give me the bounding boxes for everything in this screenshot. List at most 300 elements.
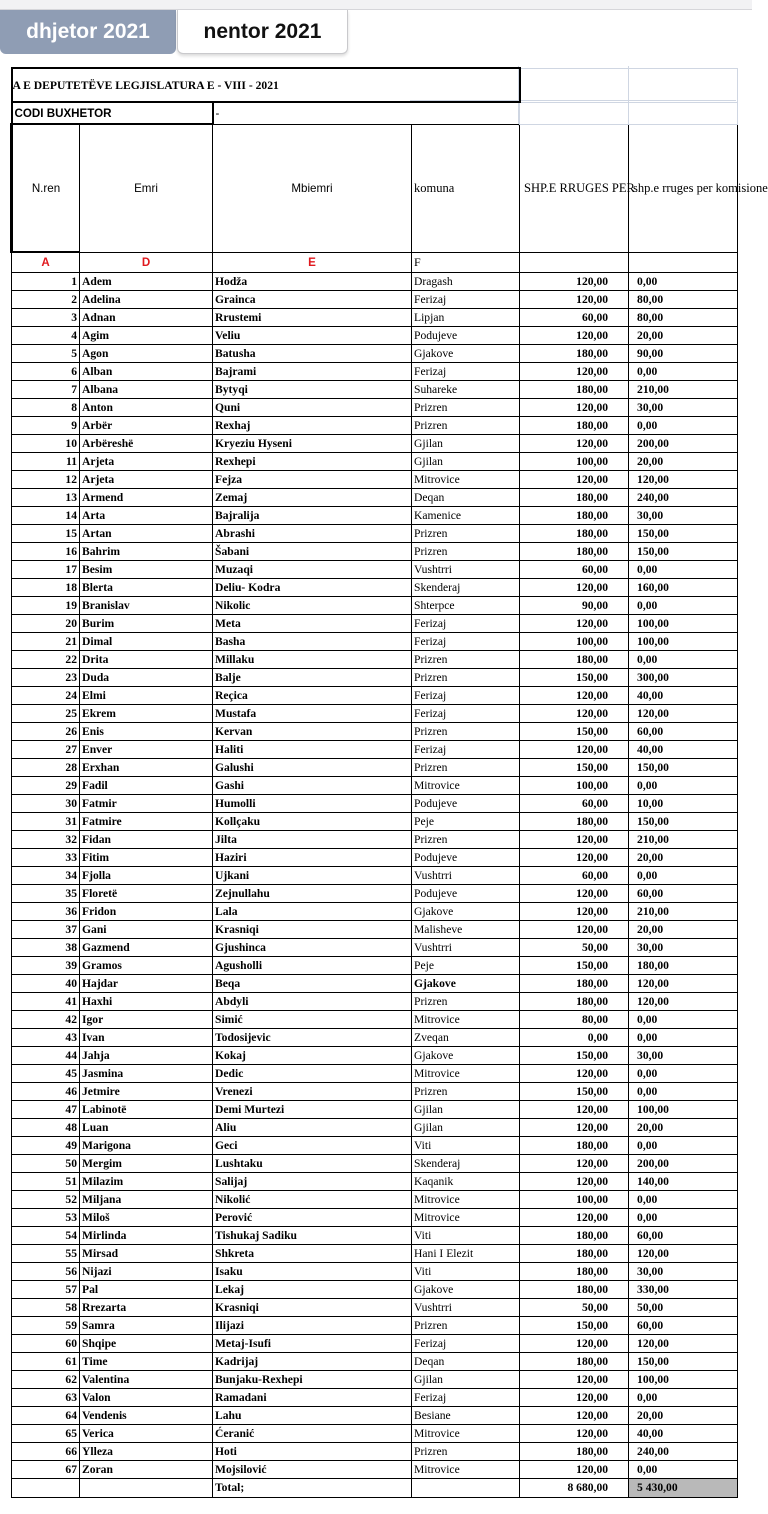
cell-mbiemri[interactable]: Rexhaj xyxy=(213,416,412,434)
cell-shp-rruges[interactable]: 120,00 xyxy=(520,614,629,632)
cell-nr[interactable]: 27 xyxy=(12,740,80,758)
cell-shp-komisione[interactable]: 0,00 xyxy=(629,1190,738,1208)
cell-nr[interactable]: 52 xyxy=(12,1190,80,1208)
cell-shp-rruges[interactable]: 180,00 xyxy=(520,1352,629,1370)
cell-shp-komisione[interactable]: 0,00 xyxy=(629,650,738,668)
cell-emri[interactable]: Artan xyxy=(80,524,213,542)
cell-shp-komisione[interactable]: 40,00 xyxy=(629,686,738,704)
cell-shp-rruges[interactable]: 150,00 xyxy=(520,722,629,740)
cell-komuna[interactable]: Besiane xyxy=(412,1406,520,1424)
cell-shp-rruges[interactable]: 180,00 xyxy=(520,1442,629,1460)
cell-shp-komisione[interactable]: 120,00 xyxy=(629,1244,738,1262)
cell-emri[interactable]: Mergim xyxy=(80,1154,213,1172)
cell-nr[interactable]: 23 xyxy=(12,668,80,686)
cell-nr[interactable]: 6 xyxy=(12,362,80,380)
cell-komuna[interactable]: Prizren xyxy=(412,416,520,434)
cell-komuna[interactable]: Gjakove xyxy=(412,344,520,362)
cell-mbiemri[interactable]: Bunjaku-Rexhepi xyxy=(213,1370,412,1388)
cell-shp-rruges[interactable]: 120,00 xyxy=(520,1208,629,1226)
cell-shp-rruges[interactable]: 150,00 xyxy=(520,758,629,776)
cell-emri[interactable]: Enis xyxy=(80,722,213,740)
cell-nr[interactable]: 24 xyxy=(12,686,80,704)
cell-mbiemri[interactable]: Deliu- Kodra xyxy=(213,578,412,596)
cell-komuna[interactable]: Podujeve xyxy=(412,326,520,344)
cell-emri[interactable]: Valentina xyxy=(80,1370,213,1388)
cell-komuna[interactable]: Viti xyxy=(412,1136,520,1154)
cell-emri[interactable]: Fjolla xyxy=(80,866,213,884)
code-label[interactable]: CODI BUXHETOR xyxy=(12,102,213,124)
cell-nr[interactable]: 17 xyxy=(12,560,80,578)
cell-nr[interactable]: 10 xyxy=(12,434,80,452)
cell-nr[interactable]: 4 xyxy=(12,326,80,344)
cell-emri[interactable]: Besim xyxy=(80,560,213,578)
cell-nr[interactable]: 56 xyxy=(12,1262,80,1280)
cell-emri[interactable]: Zoran xyxy=(80,1460,213,1478)
cell-nr[interactable]: 18 xyxy=(12,578,80,596)
cell-shp-rruges[interactable]: 180,00 xyxy=(520,650,629,668)
cell-nr[interactable]: 45 xyxy=(12,1064,80,1082)
cell-komuna[interactable]: Podujeve xyxy=(412,794,520,812)
cell-komuna[interactable]: Gjilan xyxy=(412,1100,520,1118)
cell-emri[interactable]: Dimal xyxy=(80,632,213,650)
cell-mbiemri[interactable]: Agusholli xyxy=(213,956,412,974)
cell-emri[interactable]: Samra xyxy=(80,1316,213,1334)
cell-shp-rruges[interactable]: 150,00 xyxy=(520,1082,629,1100)
cell-mbiemri[interactable]: Lahu xyxy=(213,1406,412,1424)
cell-nr[interactable]: 64 xyxy=(12,1406,80,1424)
cell-shp-komisione[interactable]: 100,00 xyxy=(629,1100,738,1118)
cell-komuna[interactable]: Ferizaj xyxy=(412,704,520,722)
cell-komuna[interactable]: Zveqan xyxy=(412,1028,520,1046)
letter-e[interactable]: E xyxy=(213,252,412,272)
cell-shp-komisione[interactable]: 10,00 xyxy=(629,794,738,812)
cell-mbiemri[interactable]: Basha xyxy=(213,632,412,650)
total-shp-komisione[interactable]: 5 430,00 xyxy=(629,1478,738,1497)
tab-dhjetor-2021[interactable]: dhjetor 2021 xyxy=(0,10,176,54)
cell-shp-komisione[interactable]: 140,00 xyxy=(629,1172,738,1190)
cell-emri[interactable]: Agim xyxy=(80,326,213,344)
cell-komuna[interactable]: Viti xyxy=(412,1226,520,1244)
cell-emri[interactable]: Miloš xyxy=(80,1208,213,1226)
cell-nr[interactable]: 67 xyxy=(12,1460,80,1478)
cell-mbiemri[interactable]: Simić xyxy=(213,1010,412,1028)
cell-komuna[interactable]: Vushtrri xyxy=(412,866,520,884)
cell-shp-rruges[interactable]: 100,00 xyxy=(520,632,629,650)
cell-shp-komisione[interactable]: 100,00 xyxy=(629,614,738,632)
cell-shp-komisione[interactable]: 0,00 xyxy=(629,866,738,884)
cell-shp-rruges[interactable]: 180,00 xyxy=(520,344,629,362)
cell-mbiemri[interactable]: Mustafa xyxy=(213,704,412,722)
cell-mbiemri[interactable]: Meta xyxy=(213,614,412,632)
cell-shp-rruges[interactable]: 180,00 xyxy=(520,1244,629,1262)
cell-komuna[interactable]: Podujeve xyxy=(412,848,520,866)
cell-emri[interactable]: Gramos xyxy=(80,956,213,974)
cell-nr[interactable]: 13 xyxy=(12,488,80,506)
cell-mbiemri[interactable]: Salijaj xyxy=(213,1172,412,1190)
cell-shp-rruges[interactable]: 180,00 xyxy=(520,992,629,1010)
cell-mbiemri[interactable]: Gjushinca xyxy=(213,938,412,956)
cell-mbiemri[interactable]: Rexhepi xyxy=(213,452,412,470)
cell-nr[interactable]: 43 xyxy=(12,1028,80,1046)
cell-shp-komisione[interactable]: 120,00 xyxy=(629,704,738,722)
cell-nr[interactable]: 58 xyxy=(12,1298,80,1316)
cell-komuna[interactable]: Hani I Elezit xyxy=(412,1244,520,1262)
cell-shp-komisione[interactable]: 150,00 xyxy=(629,1352,738,1370)
total-label[interactable]: Total; xyxy=(213,1478,412,1497)
empty-cell[interactable] xyxy=(629,68,738,102)
cell-komuna[interactable]: Mitrovice xyxy=(412,1010,520,1028)
cell-nr[interactable]: 49 xyxy=(12,1136,80,1154)
cell-komuna[interactable]: Prizren xyxy=(412,542,520,560)
cell-komuna[interactable]: Podujeve xyxy=(412,884,520,902)
cell-shp-komisione[interactable]: 30,00 xyxy=(629,1262,738,1280)
cell-mbiemri[interactable]: Kokaj xyxy=(213,1046,412,1064)
cell-shp-rruges[interactable]: 60,00 xyxy=(520,794,629,812)
cell-emri[interactable]: Miljana xyxy=(80,1190,213,1208)
cell-komuna[interactable]: Mitrovice xyxy=(412,776,520,794)
cell-nr[interactable]: 12 xyxy=(12,470,80,488)
cell-nr[interactable]: 32 xyxy=(12,830,80,848)
cell-komuna[interactable]: Skenderaj xyxy=(412,1154,520,1172)
cell-mbiemri[interactable]: Krasniqi xyxy=(213,1298,412,1316)
cell-mbiemri[interactable]: Tishukaj Sadiku xyxy=(213,1226,412,1244)
cell-komuna[interactable]: Prizren xyxy=(412,1082,520,1100)
cell-shp-komisione[interactable]: 210,00 xyxy=(629,902,738,920)
cell-komuna[interactable]: Prizren xyxy=(412,722,520,740)
header-shp-rruges[interactable]: SHP.E RRUGES PER xyxy=(520,124,629,252)
cell-nr[interactable]: 28 xyxy=(12,758,80,776)
cell-emri[interactable]: Jetmire xyxy=(80,1082,213,1100)
cell-emri[interactable]: Fitim xyxy=(80,848,213,866)
cell-mbiemri[interactable]: Nikolić xyxy=(213,1190,412,1208)
cell-shp-komisione[interactable]: 0,00 xyxy=(629,1208,738,1226)
cell-emri[interactable]: Verica xyxy=(80,1424,213,1442)
cell-komuna[interactable]: Ferizaj xyxy=(412,1334,520,1352)
cell-mbiemri[interactable]: Ćeranić xyxy=(213,1424,412,1442)
cell-shp-komisione[interactable]: 150,00 xyxy=(629,812,738,830)
cell-shp-komisione[interactable]: 180,00 xyxy=(629,956,738,974)
cell-shp-rruges[interactable]: 180,00 xyxy=(520,1280,629,1298)
cell-komuna[interactable]: Kaqanik xyxy=(412,1172,520,1190)
cell-shp-rruges[interactable]: 120,00 xyxy=(520,578,629,596)
cell-shp-rruges[interactable]: 120,00 xyxy=(520,272,629,290)
cell-mbiemri[interactable]: Krasniqi xyxy=(213,920,412,938)
cell-nr[interactable]: 30 xyxy=(12,794,80,812)
cell-komuna[interactable]: Deqan xyxy=(412,1352,520,1370)
cell-emri[interactable]: Ekrem xyxy=(80,704,213,722)
cell-emri[interactable]: Mirlinda xyxy=(80,1226,213,1244)
cell-mbiemri[interactable]: Kadrijaj xyxy=(213,1352,412,1370)
cell-nr[interactable]: 15 xyxy=(12,524,80,542)
cell-emri[interactable]: Armend xyxy=(80,488,213,506)
cell-shp-rruges[interactable]: 60,00 xyxy=(520,560,629,578)
cell-shp-komisione[interactable]: 60,00 xyxy=(629,722,738,740)
cell-nr[interactable]: 19 xyxy=(12,596,80,614)
empty-cell[interactable] xyxy=(412,102,520,124)
cell-shp-komisione[interactable]: 330,00 xyxy=(629,1280,738,1298)
cell-shp-komisione[interactable]: 0,00 xyxy=(629,1010,738,1028)
cell-emri[interactable]: Fatmir xyxy=(80,794,213,812)
cell-shp-komisione[interactable]: 60,00 xyxy=(629,884,738,902)
cell-shp-komisione[interactable]: 210,00 xyxy=(629,830,738,848)
cell-mbiemri[interactable]: Muzaqi xyxy=(213,560,412,578)
cell-emri[interactable]: Nijazi xyxy=(80,1262,213,1280)
cell-komuna[interactable]: Shterpce xyxy=(412,596,520,614)
cell-nr[interactable]: 9 xyxy=(12,416,80,434)
cell-mbiemri[interactable]: Nikolic xyxy=(213,596,412,614)
cell-shp-rruges[interactable]: 180,00 xyxy=(520,380,629,398)
cell-shp-komisione[interactable]: 120,00 xyxy=(629,470,738,488)
cell-nr[interactable]: 57 xyxy=(12,1280,80,1298)
cell-emri[interactable]: Marigona xyxy=(80,1136,213,1154)
cell-shp-rruges[interactable]: 100,00 xyxy=(520,1190,629,1208)
cell-shp-rruges[interactable]: 180,00 xyxy=(520,1226,629,1244)
cell-shp-rruges[interactable]: 180,00 xyxy=(520,1262,629,1280)
cell-mbiemri[interactable]: Lushtaku xyxy=(213,1154,412,1172)
cell-nr[interactable]: 22 xyxy=(12,650,80,668)
cell-mbiemri[interactable]: Shkreta xyxy=(213,1244,412,1262)
cell-emri[interactable]: Haxhi xyxy=(80,992,213,1010)
cell-emri[interactable]: Milazim xyxy=(80,1172,213,1190)
cell-shp-rruges[interactable]: 120,00 xyxy=(520,434,629,452)
cell-shp-komisione[interactable]: 20,00 xyxy=(629,920,738,938)
cell-shp-komisione[interactable]: 0,00 xyxy=(629,776,738,794)
cell-shp-rruges[interactable]: 180,00 xyxy=(520,488,629,506)
cell-mbiemri[interactable]: Hodža xyxy=(213,272,412,290)
letter-a[interactable]: A xyxy=(12,252,80,272)
empty-cell[interactable] xyxy=(520,252,629,272)
cell-komuna[interactable]: Vushtrri xyxy=(412,1298,520,1316)
cell-nr[interactable]: 38 xyxy=(12,938,80,956)
cell-shp-komisione[interactable]: 60,00 xyxy=(629,1226,738,1244)
cell-emri[interactable]: Gazmend xyxy=(80,938,213,956)
cell-shp-rruges[interactable]: 100,00 xyxy=(520,452,629,470)
cell-nr[interactable]: 61 xyxy=(12,1352,80,1370)
cell-nr[interactable]: 2 xyxy=(12,290,80,308)
cell-mbiemri[interactable]: Reçica xyxy=(213,686,412,704)
cell-shp-komisione[interactable]: 80,00 xyxy=(629,290,738,308)
cell-emri[interactable]: Fridon xyxy=(80,902,213,920)
cell-shp-rruges[interactable]: 180,00 xyxy=(520,542,629,560)
cell-shp-rruges[interactable]: 120,00 xyxy=(520,290,629,308)
cell-shp-rruges[interactable]: 60,00 xyxy=(520,308,629,326)
cell-shp-komisione[interactable]: 0,00 xyxy=(629,560,738,578)
cell-mbiemri[interactable]: Lala xyxy=(213,902,412,920)
cell-emri[interactable]: Burim xyxy=(80,614,213,632)
cell-shp-rruges[interactable]: 120,00 xyxy=(520,398,629,416)
cell-komuna[interactable]: Mitrovice xyxy=(412,1064,520,1082)
cell-shp-komisione[interactable]: 0,00 xyxy=(629,1082,738,1100)
cell-nr[interactable]: 29 xyxy=(12,776,80,794)
cell-nr[interactable]: 25 xyxy=(12,704,80,722)
cell-komuna[interactable]: Gjilan xyxy=(412,1118,520,1136)
cell-shp-komisione[interactable]: 30,00 xyxy=(629,506,738,524)
cell-emri[interactable]: Enver xyxy=(80,740,213,758)
cell-shp-komisione[interactable]: 120,00 xyxy=(629,992,738,1010)
cell-shp-komisione[interactable]: 120,00 xyxy=(629,974,738,992)
cell-mbiemri[interactable]: Geci xyxy=(213,1136,412,1154)
cell-shp-komisione[interactable]: 90,00 xyxy=(629,344,738,362)
cell-mbiemri[interactable]: Bajrami xyxy=(213,362,412,380)
cell-mbiemri[interactable]: Batusha xyxy=(213,344,412,362)
cell-nr[interactable]: 47 xyxy=(12,1100,80,1118)
cell-shp-rruges[interactable]: 120,00 xyxy=(520,1172,629,1190)
cell-nr[interactable]: 33 xyxy=(12,848,80,866)
cell-mbiemri[interactable]: Haliti xyxy=(213,740,412,758)
cell-shp-komisione[interactable]: 30,00 xyxy=(629,938,738,956)
cell-emri[interactable]: Time xyxy=(80,1352,213,1370)
cell-nr[interactable]: 46 xyxy=(12,1082,80,1100)
cell-komuna[interactable]: Gjakove xyxy=(412,974,520,992)
cell-komuna[interactable]: Lipjan xyxy=(412,308,520,326)
empty-cell[interactable] xyxy=(520,102,629,124)
cell-shp-rruges[interactable]: 180,00 xyxy=(520,506,629,524)
cell-nr[interactable]: 11 xyxy=(12,452,80,470)
cell-emri[interactable]: Labinotë xyxy=(80,1100,213,1118)
cell-emri[interactable]: Mirsad xyxy=(80,1244,213,1262)
cell-mbiemri[interactable]: Gashi xyxy=(213,776,412,794)
cell-shp-komisione[interactable]: 0,00 xyxy=(629,272,738,290)
cell-nr[interactable]: 36 xyxy=(12,902,80,920)
cell-mbiemri[interactable]: Kervan xyxy=(213,722,412,740)
cell-nr[interactable]: 44 xyxy=(12,1046,80,1064)
cell-mbiemri[interactable]: Todosijevic xyxy=(213,1028,412,1046)
cell-mbiemri[interactable]: Demi Murtezi xyxy=(213,1100,412,1118)
cell-nr[interactable]: 51 xyxy=(12,1172,80,1190)
cell-emri[interactable]: Arjeta xyxy=(80,470,213,488)
cell-emri[interactable]: Floretë xyxy=(80,884,213,902)
cell-nr[interactable]: 40 xyxy=(12,974,80,992)
cell-emri[interactable]: Adem xyxy=(80,272,213,290)
cell-emri[interactable]: Rrezarta xyxy=(80,1298,213,1316)
cell-shp-rruges[interactable]: 50,00 xyxy=(520,1298,629,1316)
cell-mbiemri[interactable]: Quni xyxy=(213,398,412,416)
cell-mbiemri[interactable]: Haziri xyxy=(213,848,412,866)
cell-nr[interactable]: 48 xyxy=(12,1118,80,1136)
cell-emri[interactable]: Fadil xyxy=(80,776,213,794)
cell-mbiemri[interactable]: Ilijazi xyxy=(213,1316,412,1334)
cell-nr[interactable]: 60 xyxy=(12,1334,80,1352)
cell-emri[interactable]: Agon xyxy=(80,344,213,362)
cell-komuna[interactable]: Prizren xyxy=(412,758,520,776)
cell-komuna[interactable]: Vushtrri xyxy=(412,938,520,956)
cell-shp-rruges[interactable]: 120,00 xyxy=(520,470,629,488)
cell-nr[interactable]: 8 xyxy=(12,398,80,416)
cell-shp-komisione[interactable]: 120,00 xyxy=(629,1334,738,1352)
cell-shp-komisione[interactable]: 0,00 xyxy=(629,1388,738,1406)
cell-komuna[interactable]: Mitrovice xyxy=(412,470,520,488)
cell-shp-komisione[interactable]: 40,00 xyxy=(629,740,738,758)
cell-mbiemri[interactable]: Beqa xyxy=(213,974,412,992)
cell-emri[interactable]: Elmi xyxy=(80,686,213,704)
cell-mbiemri[interactable]: Zejnullahu xyxy=(213,884,412,902)
cell-komuna[interactable]: Ferizaj xyxy=(412,1388,520,1406)
cell-komuna[interactable]: Mitrovice xyxy=(412,1208,520,1226)
cell-nr[interactable]: 20 xyxy=(12,614,80,632)
cell-komuna[interactable]: Prizren xyxy=(412,398,520,416)
cell-shp-rruges[interactable]: 120,00 xyxy=(520,1154,629,1172)
cell-shp-rruges[interactable]: 180,00 xyxy=(520,1136,629,1154)
cell-shp-rruges[interactable]: 120,00 xyxy=(520,740,629,758)
cell-komuna[interactable]: Ferizaj xyxy=(412,632,520,650)
cell-emri[interactable]: Luan xyxy=(80,1118,213,1136)
header-emri[interactable]: Emri xyxy=(80,124,213,252)
cell-emri[interactable]: Ylleza xyxy=(80,1442,213,1460)
cell-shp-komisione[interactable]: 210,00 xyxy=(629,380,738,398)
cell-nr[interactable]: 14 xyxy=(12,506,80,524)
cell-emri[interactable]: Pal xyxy=(80,1280,213,1298)
cell-komuna[interactable]: Mitrovice xyxy=(412,1424,520,1442)
cell-shp-rruges[interactable]: 120,00 xyxy=(520,1100,629,1118)
cell-mbiemri[interactable]: Vrenezi xyxy=(213,1082,412,1100)
cell-shp-komisione[interactable]: 160,00 xyxy=(629,578,738,596)
cell-komuna[interactable]: Prizren xyxy=(412,992,520,1010)
header-nr[interactable]: N.ren xyxy=(12,124,80,252)
cell-mbiemri[interactable]: Ujkani xyxy=(213,866,412,884)
cell-nr[interactable]: 26 xyxy=(12,722,80,740)
cell-shp-rruges[interactable]: 120,00 xyxy=(520,1406,629,1424)
cell-shp-rruges[interactable]: 150,00 xyxy=(520,1046,629,1064)
cell-mbiemri[interactable]: Perović xyxy=(213,1208,412,1226)
cell-shp-rruges[interactable]: 120,00 xyxy=(520,1388,629,1406)
cell-shp-rruges[interactable]: 120,00 xyxy=(520,1118,629,1136)
cell-shp-komisione[interactable]: 150,00 xyxy=(629,524,738,542)
cell-shp-komisione[interactable]: 0,00 xyxy=(629,1136,738,1154)
letter-f[interactable]: F xyxy=(412,252,520,272)
sheet-title[interactable]: A E DEPUTETËVE LEGJISLATURA E - VIII - 2021 xyxy=(12,68,520,102)
cell-komuna[interactable]: Prizren xyxy=(412,1442,520,1460)
cell-shp-rruges[interactable]: 90,00 xyxy=(520,596,629,614)
total-shp-rruges[interactable]: 8 680,00 xyxy=(520,1478,629,1497)
cell-shp-komisione[interactable]: 0,00 xyxy=(629,1064,738,1082)
cell-mbiemri[interactable]: Metaj-Isufi xyxy=(213,1334,412,1352)
cell-shp-komisione[interactable]: 0,00 xyxy=(629,362,738,380)
cell-mbiemri[interactable]: Abrashi xyxy=(213,524,412,542)
cell-shp-rruges[interactable]: 120,00 xyxy=(520,1460,629,1478)
cell-shp-rruges[interactable]: 120,00 xyxy=(520,902,629,920)
cell-emri[interactable]: Duda xyxy=(80,668,213,686)
cell-shp-rruges[interactable]: 120,00 xyxy=(520,362,629,380)
cell-komuna[interactable]: Ferizaj xyxy=(412,686,520,704)
cell-shp-rruges[interactable]: 180,00 xyxy=(520,974,629,992)
cell-shp-rruges[interactable]: 100,00 xyxy=(520,776,629,794)
cell-shp-rruges[interactable]: 150,00 xyxy=(520,668,629,686)
cell-shp-komisione[interactable]: 240,00 xyxy=(629,1442,738,1460)
cell-shp-komisione[interactable]: 30,00 xyxy=(629,398,738,416)
cell-emri[interactable]: Albana xyxy=(80,380,213,398)
cell-komuna[interactable]: Prizren xyxy=(412,668,520,686)
cell-emri[interactable]: Igor xyxy=(80,1010,213,1028)
cell-nr[interactable]: 5 xyxy=(12,344,80,362)
cell-emri[interactable]: Erxhan xyxy=(80,758,213,776)
empty-cell[interactable] xyxy=(80,1478,213,1497)
cell-emri[interactable]: Drita xyxy=(80,650,213,668)
cell-mbiemri[interactable]: Rrustemi xyxy=(213,308,412,326)
cell-emri[interactable]: Valon xyxy=(80,1388,213,1406)
cell-emri[interactable]: Branislav xyxy=(80,596,213,614)
cell-komuna[interactable]: Suhareke xyxy=(412,380,520,398)
cell-nr[interactable]: 7 xyxy=(12,380,80,398)
cell-emri[interactable]: Blerta xyxy=(80,578,213,596)
cell-shp-rruges[interactable]: 150,00 xyxy=(520,956,629,974)
cell-nr[interactable]: 35 xyxy=(12,884,80,902)
cell-komuna[interactable]: Gjakove xyxy=(412,1046,520,1064)
cell-mbiemri[interactable]: Šabani xyxy=(213,542,412,560)
cell-emri[interactable]: Anton xyxy=(80,398,213,416)
cell-mbiemri[interactable]: Abdyli xyxy=(213,992,412,1010)
cell-mbiemri[interactable]: Bytyqi xyxy=(213,380,412,398)
header-komuna[interactable]: komuna xyxy=(412,124,520,252)
